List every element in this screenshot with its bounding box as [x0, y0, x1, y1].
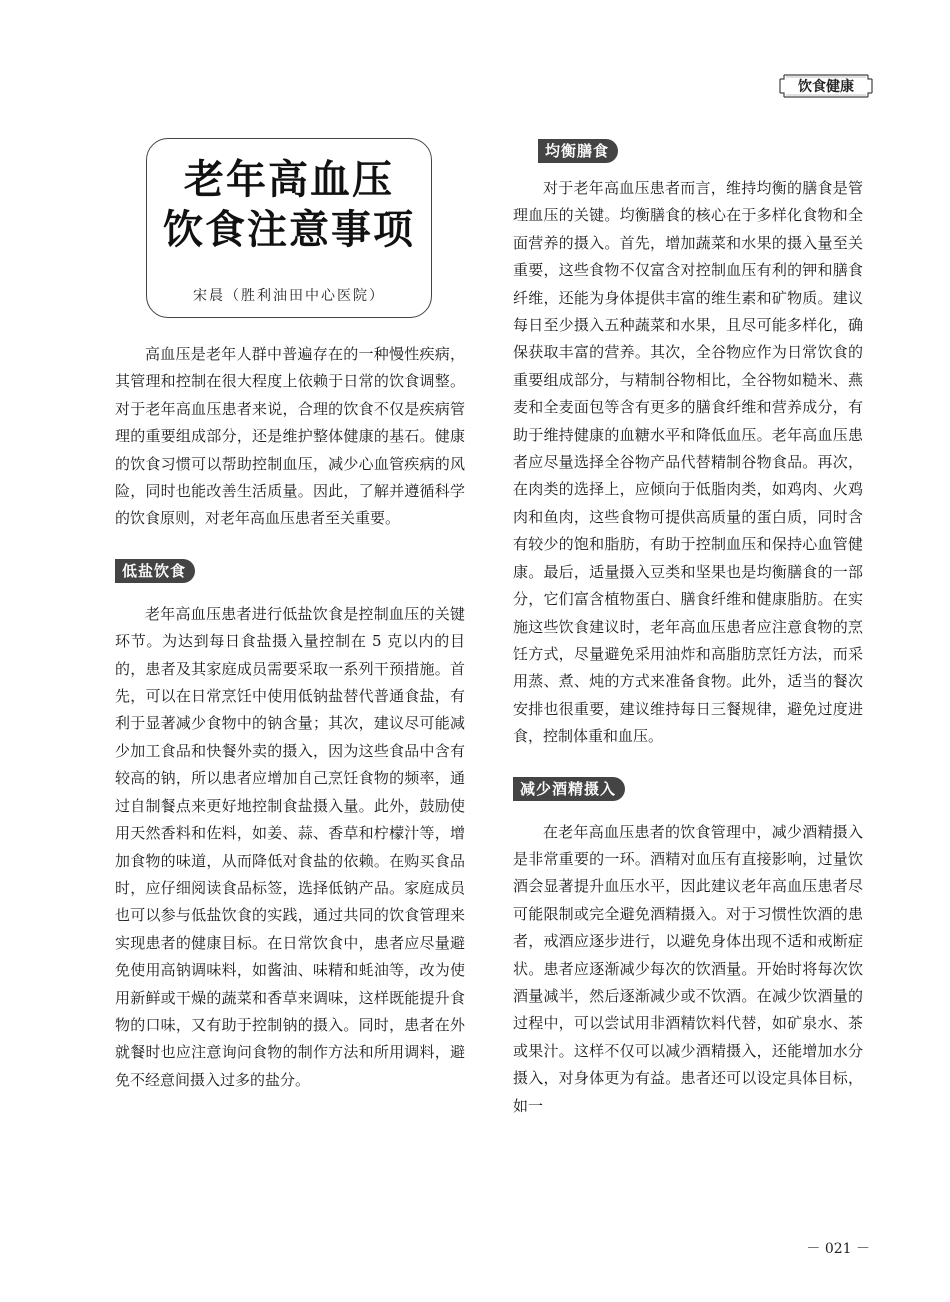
author-line: 宋晨（胜利油田中心医院）: [193, 288, 385, 304]
section-heading-reduce-alcohol: 减少酒精摄入: [513, 777, 625, 801]
page-number: － 021 －: [806, 1241, 870, 1257]
section-body-low-salt: 老年高血压患者进行低盐饮食是控制血压的关键环节。为达到每日食盐摄入量控制在 5 克以内的目的，患者及其家庭成员需要采取一系列干预措施。首先，可以在日常烹饪中使用低钠盐替代普通食盐，有利于显著减少食物中的钠含量；其次，建议尽可能减少加工食品和快餐外卖的摄入，因为这些食品中含有较高的钠，所以患者应增加自己烹饪食物的频率，通过自制餐点来更好地控制食盐摄入量。此外，鼓励使用天然香料和佐料，如姜、蒜、香草和柠檬汁等，增加食物的味道，从而降低对食盐的依赖。在购买食品时，应仔细阅读食品标签，选择低钠产品。家庭成员也可以参与低盐饮食的实践，通过共同的饮食管理来实现患者的健康目标。在日常饮食中，患者应尽量避免使用高钠调味料，如酱油、味精和蚝油等，改为使用新鲜或干燥的蔬菜和香草来调味，这样既能提升食物的口味，又有助于控制钠的摄入。同时，患者在外就餐时也应注意询问食物的制作方法和所用调料，避免不经意间摄入过多的盐分。: [115, 604, 465, 1089]
section-tag: [776, 72, 876, 100]
section-reduce-alcohol: [513, 777, 863, 801]
intro-paragraph: 高血压是老年人群中普遍存在的一种慢性疾病，其管理和控制在很大程度上依赖于日常的饮食调整。对于老年高血压患者来说，合理的饮食不仅是疾病管理的重要组成部分，还是维护整体健康的基石。健康的饮食习惯可以帮助控制血压，减少心血管疾病的风险，同时也能改善生活质量。因此，了解并遵循科学的饮食原则，对老年高血压患者至关重要。: [115, 345, 465, 528]
title-line-2: 饮食注意事项: [163, 207, 415, 253]
article-title: [147, 155, 431, 255]
section-tag-text: 饮食健康: [798, 79, 854, 95]
title-line-1: 老年高血压: [184, 157, 394, 203]
section-body-reduce-alcohol: 在老年高血压患者的饮食管理中，减少酒精摄入是非常重要的一环。酒精对血压有直接影响，过量饮酒会显著提升血压水平，因此建议老年高血压患者尽可能限制或完全避免酒精摄入。对于习惯性饮酒的患者，戒酒应逐步进行，以避免身体出现不适和戒断症状。患者应逐渐减少每次的饮酒量。开始时将每次饮酒量减半，然后逐渐减少或不饮酒。在减少饮酒量的过程中，可以尝试用非酒精饮料代替，如矿泉水、茶或果汁。这样不仅可以减少酒精摄入，还能增加水分摄入，对身体更为有益。患者还可以设定具体目标，如一: [513, 822, 863, 1115]
section-body-balanced-diet: 对于老年高血压患者而言，维持均衡的膳食是管理血压的关键。均衡膳食的核心在于多样化食物和全面营养的摄入。首先，增加蔬菜和水果的摄入量至关重要，这些食物不仅富含对控制血压有利的钾和膳食纤维，还能为身体提供丰富的维生素和矿物质。建议每日至少摄入五种蔬菜和水果，且尽可能多样化，确保获取丰富的营养。其次，全谷物应作为日常饮食的重要组成部分，与精制谷物相比，全谷物如糙米、燕麦和全麦面包等含有更多的膳食纤维和营养成分，有助于维持健康的血糖水平和降低血压。老年高血压患者应尽量选择全谷物产品代替精制谷物食品。再次，在肉类的选择上，应倾向于低脂肉类，如鸡肉、火鸡肉和鱼肉，这些食物可提供高质量的蛋白质，同时含有较少的饱和脂肪，有助于控制血压和保持心血管健康。最后，适量摄入豆类和坚果也是均衡膳食的一部分，它们富含植物蛋白、膳食纤维和健康脂肪。在实施这些饮食建议时，老年高血压患者应注意食物的烹饪方式，尽量避免采用油炸和高脂肪烹饪方法，而采用蒸、煮、炖的方式来准备食物。此外，适当的餐次安排也很重要，建议维持每日三餐规律，避免过度进食，控制体重和血压。: [513, 179, 863, 746]
section-heading-balanced-diet: 均衡膳食: [538, 139, 618, 163]
right-column: [513, 175, 863, 1120]
title-box: [146, 138, 432, 318]
section-heading-low-salt: 低盐饮食: [115, 559, 195, 583]
section-low-salt: [115, 559, 465, 583]
left-column: [115, 341, 465, 1094]
